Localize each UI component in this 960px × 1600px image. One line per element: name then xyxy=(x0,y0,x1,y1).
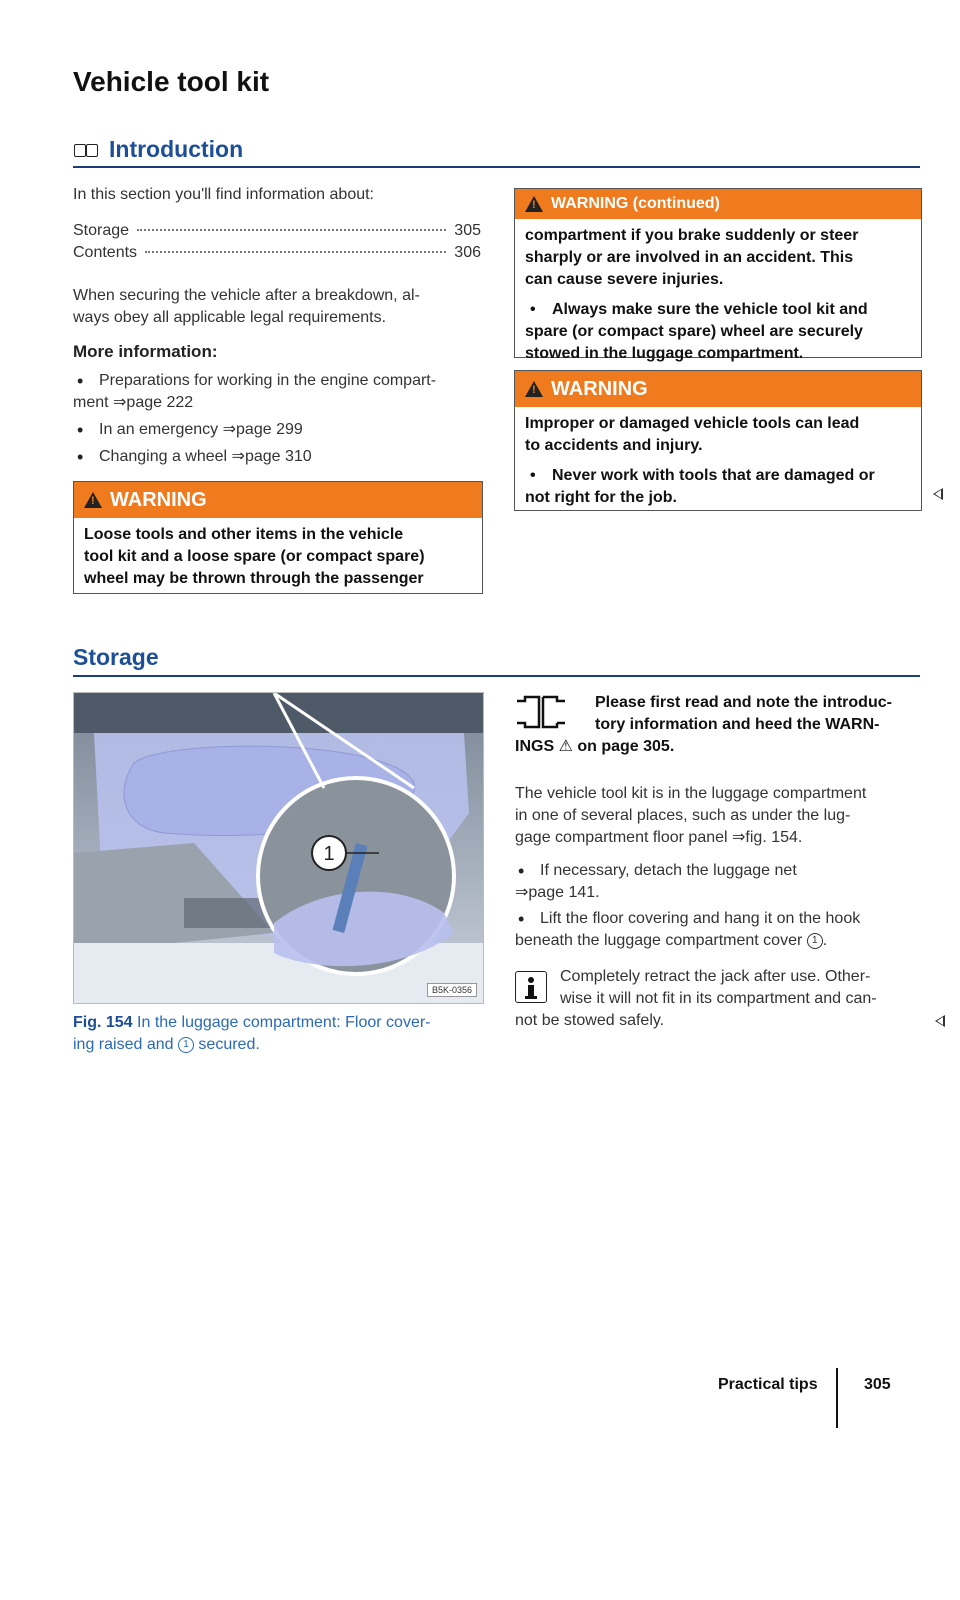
luggage-compartment-figure xyxy=(73,692,484,1004)
warning-text: compartment if you brake suddenly or steer sharply or are involved in an accident. This can cause severe injuries. • Always make sure the vehicle tool kit and spare (or compact spare) wheel are securely stowed in the luggage compartment. xyxy=(515,219,921,371)
warning-text: Improper or damaged vehicle tools can lead to accidents and injury. • Never work with tools that are damaged or not right for the job. xyxy=(515,407,921,515)
more-info-item[interactable]: • Preparations for working in the engine compart- ment ⇒page 222 xyxy=(99,370,484,414)
warning-bullet: • Always make sure the vehicle tool kit and spare (or compact spare) wheel are securely stowed in the luggage compartment. xyxy=(525,299,911,365)
figure-callout: 1 xyxy=(323,843,335,865)
warning-icon: ! xyxy=(525,196,543,212)
page-title: Vehicle tool kit xyxy=(73,66,270,97)
toc-leader xyxy=(145,251,446,253)
storage-note: Completely retract the jack after use. Other- wise it will not fit in its compartment and can- not be stowed safely. xyxy=(515,968,877,1029)
warning-icon: ! xyxy=(84,492,102,508)
warning-bar: ! WARNING xyxy=(74,482,482,518)
warning-box xyxy=(73,481,483,594)
storage-step: • Lift the floor covering and hang it on the hook beneath the luggage compartment cover 1 . xyxy=(540,908,920,952)
storage-paragraph: The vehicle tool kit is in the luggage compartment in one of several places, such as under the lug- gage compartment floor panel ⇒fig. 154. xyxy=(515,785,867,846)
warning-text: Loose tools and other items in the vehicle tool kit and a loose spare (or compact spare) wheel may be thrown through the passenger xyxy=(84,526,425,587)
warning-continued-box xyxy=(514,188,922,362)
warning-bar: ! WARNING (continued) xyxy=(515,189,921,219)
footer-section: Practical tips xyxy=(718,1376,818,1393)
toc-leader xyxy=(137,229,446,231)
introduction-heading: Introduction xyxy=(73,136,920,168)
warning-bar: ! WARNING xyxy=(515,371,921,407)
figure-illustration xyxy=(74,693,483,1003)
section-end-icon xyxy=(933,488,943,500)
storage-step: • If necessary, detach the luggage net ⇒page 141. xyxy=(540,860,920,904)
section-end-icon xyxy=(935,1015,945,1027)
intro-lead: In this section you'll find information about: xyxy=(73,186,374,203)
intro-paragraph: When securing the vehicle after a breakdown, al- ways obey all applicable legal requirements. xyxy=(73,287,420,326)
intro-note: Please first read and note the introduc- tory information and heed the WARN- INGS ⚠ on page 305. xyxy=(515,694,892,755)
toc-item-storage[interactable]: Storage 305 xyxy=(73,222,481,239)
warning-bullet: • Never work with tools that are damaged or not right for the job. xyxy=(525,465,911,509)
figure-caption: Fig. 154 In the luggage compartment: Floor cover- ing raised and 1 secured. xyxy=(73,1014,431,1053)
footer-divider xyxy=(836,1368,838,1428)
page-number: 305 xyxy=(864,1376,891,1393)
callout-1-icon: 1 xyxy=(807,933,823,949)
callout-1-icon: 1 xyxy=(178,1037,194,1053)
book-icon xyxy=(73,142,99,158)
more-info-item[interactable]: • In an emergency ⇒page 299 xyxy=(99,419,303,441)
toc-item-contents[interactable]: Contents 306 xyxy=(73,244,481,261)
more-info-item[interactable]: • Changing a wheel ⇒page 310 xyxy=(99,446,312,468)
warning-box xyxy=(514,370,922,511)
warning-icon: ! xyxy=(525,381,543,397)
more-info-heading: More information: xyxy=(73,342,218,361)
storage-heading: Storage xyxy=(73,644,920,677)
figure-code: B5K-0356 xyxy=(427,983,477,997)
